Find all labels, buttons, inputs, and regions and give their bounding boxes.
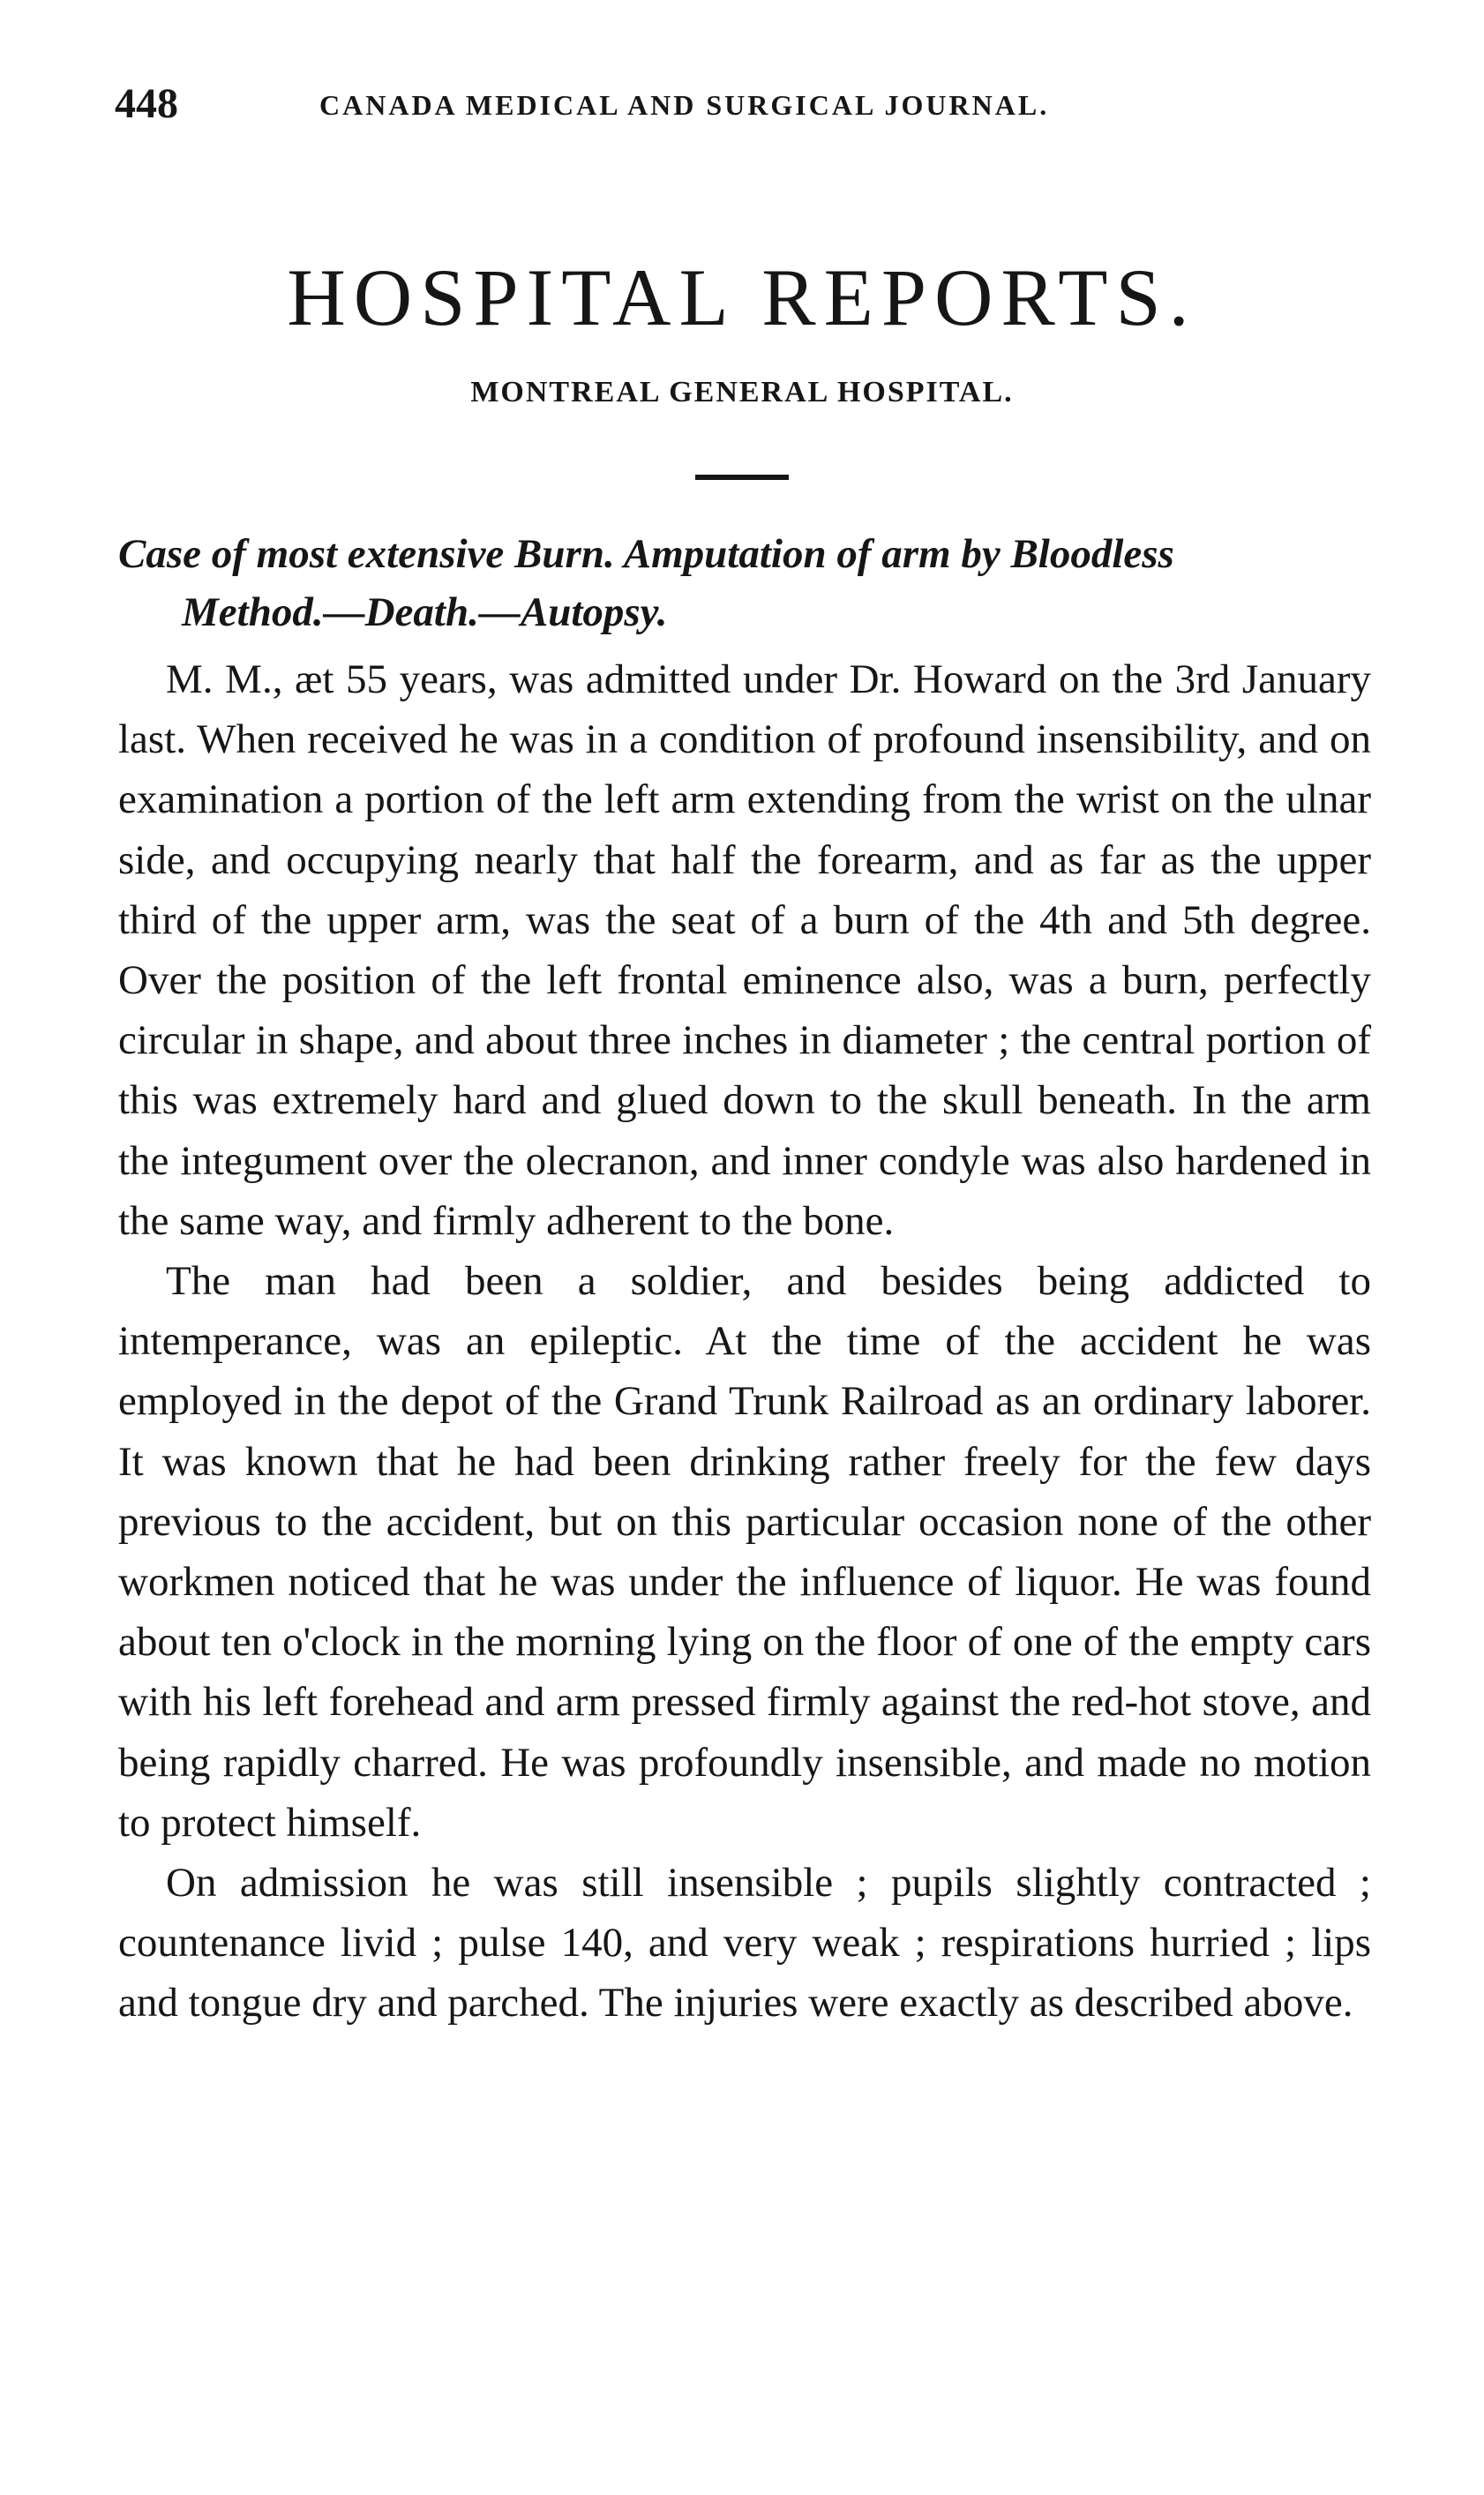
- section-title: HOSPITAL REPORTS.: [287, 252, 1197, 342]
- paragraph-admission-history: M. M., æt 55 years, was admitted under Dr. Howard on the 3rd January last. When received he was in a condition of profound insensibility, and on examination a portion of the left arm extending from the wrist on the ulnar side, and occupying nearly that half the forearm, and as far as the upper third of the upper arm, was the seat of a burn of the 4th and 5th degree. Over the position of the left frontal eminence also, was a burn, perfectly circular in shape, and about three inches in diameter ; the central portion of this was extremely hard and glued down to the skull beneath. In the arm the integument over the olecranon, and inner condyle was also hardened in the same way, and firmly adherent to the bone.: [118, 656, 1371, 1244]
- journal-title: CANADA MEDICAL AND SURGICAL JOURNAL.: [319, 89, 1050, 121]
- running-head: [115, 78, 1368, 131]
- case-title-line-1: Case of most extensive Burn. Amputation of arm by Bloodless: [118, 531, 1174, 577]
- article-body: [118, 649, 1371, 2034]
- section-divider: [695, 475, 789, 480]
- case-title-line-2: Method.—Death.—Autopsy.: [182, 589, 668, 635]
- paragraph-condition-on-admission: On admission he was still insensible ; pupils slightly contracted ; countenance livid ; pulse 140, and very weak ; respirations hurried ; lips and tongue dry and parched. The injuries were exactly as described above.: [118, 1860, 1371, 2027]
- case-title: [118, 525, 1371, 641]
- paragraph-patient-background: The man had been a soldier, and besides being addicted to intemperance, was an epileptic. At the time of the accident he was employed in the depot of the Grand Trunk Railroad as an ordinary laborer. It was known that he had been drinking rather freely for the few days previous to the accident, but on this particular occasion none of the other workmen noticed that he was under the influence of liquor. He was found about ten o'clock in the morning lying on the floor of one of the empty cars with his left forehead and arm pressed firmly against the red-hot stove, and being rapidly charred. He was profoundly insensible, and made no motion to protect himself.: [118, 1258, 1371, 1846]
- page-number: 448: [115, 80, 178, 127]
- section-subtitle: MONTREAL GENERAL HOSPITAL.: [470, 376, 1014, 408]
